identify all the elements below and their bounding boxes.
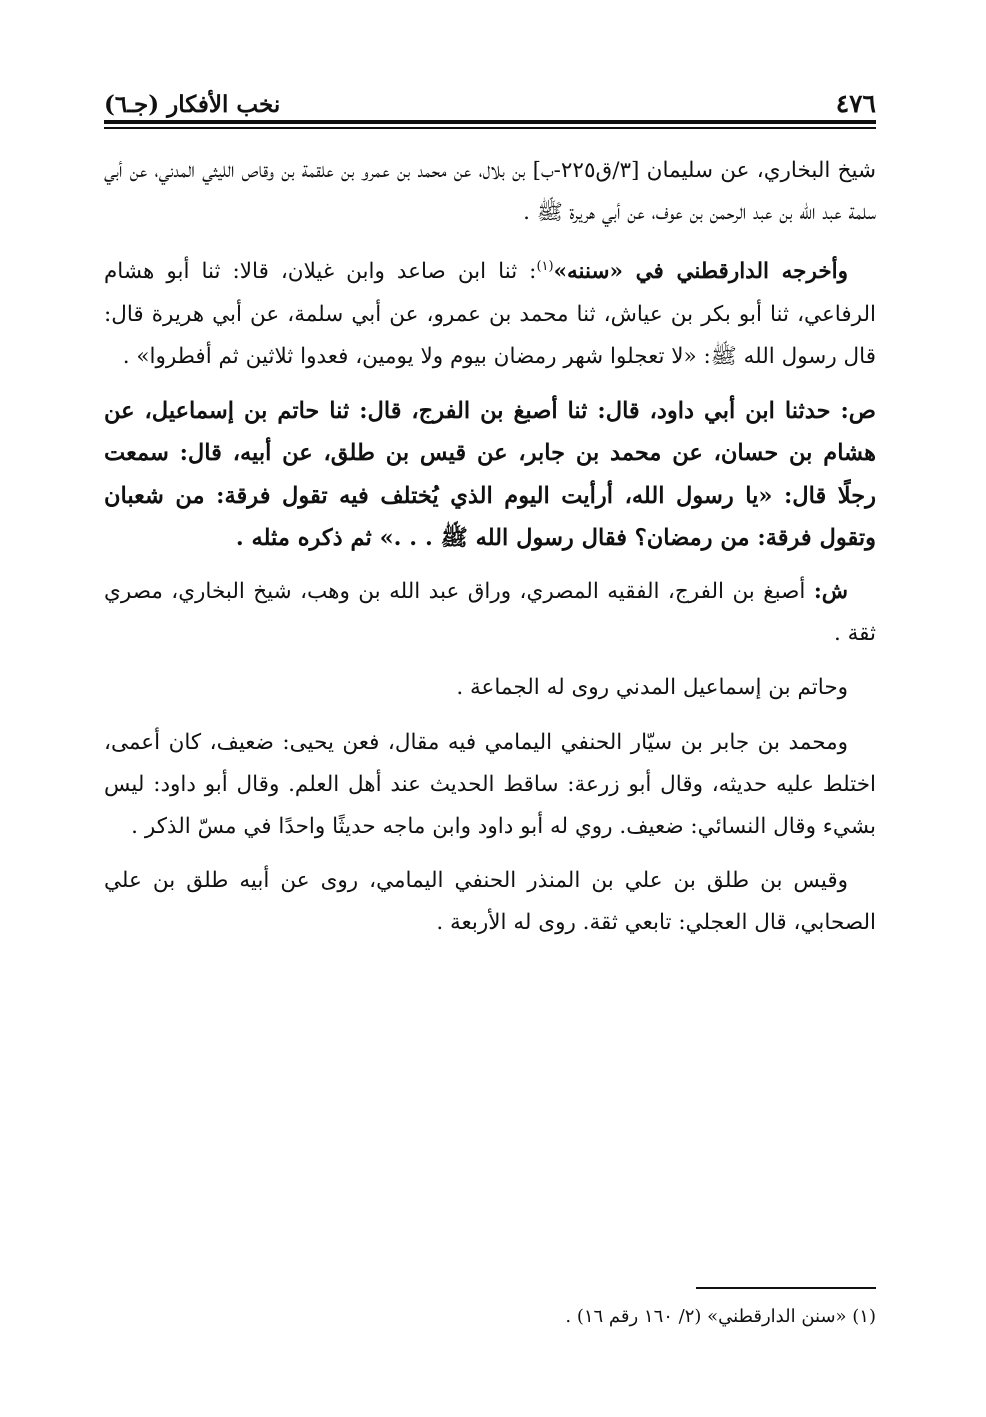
paragraph-5: وحاتم بن إسماعيل المدني روى له الجماعة . — [456, 675, 848, 701]
footnote: (١) «سنن الدارقطني» (٢/ ١٦٠ رقم ١٦) . — [565, 1306, 876, 1327]
paragraph-4 — [104, 571, 876, 655]
header-rule-thick — [104, 120, 876, 124]
running-title: نخب الأفكار (جـ٦) — [104, 91, 281, 118]
page-number: ٤٧٦ — [835, 89, 876, 118]
paragraph-1: شيخ البخاري، عن سليمان [٣/ق٢٢٥-ب] بن بلال، عن محمد بن عمرو بن علقمة بن وقاص الليثي المدني، عن أبي سلمة عبد الله بن عبد الرحمن بن عوف، عن أبي هريرة ﷺ . — [104, 158, 876, 226]
paragraph-2 — [104, 246, 876, 378]
paragraph-2-rest: : ثنا ابن صاعد وابن غيلان، قالا: ثنا أبو هشام الرفاعي، ثنا أبو بكر بن عياش، ثنا محمد بن عمرو، عن أبي سلمة، عن أبي هريرة قال: قال رسول الله ﷺ: «لا تعجلوا شهر رمضان بيوم ولا يومين، فعدوا ثلاثين ثم أفطروا» . — [104, 259, 876, 369]
paragraph-7: وقيس بن طلق بن علي بن المنذر الحنفي اليمامي، روى عن أبيه طلق بن علي الصحابي، قال العجلي: تابعي ثقة. روى له الأربعة . — [104, 868, 876, 936]
paragraph-4-rest: أصبغ بن الفرج، الفقيه المصري، وراق عبد الله بن وهب، شيخ البخاري، مصري ثقة . — [104, 578, 876, 647]
commentary-marker: ش: — [813, 578, 848, 604]
body-text — [104, 150, 876, 957]
paragraph-3-text: ص: حدثنا ابن أبي داود، قال: ثنا أصبغ بن الفرج، قال: ثنا حاتم بن إسماعيل، عن هشام بن حسان، عن محمد بن جابر، عن قيس بن طلق، عن أبيه، قال: سمعت رجلًا قال: «يا رسول الله، أرأيت اليوم الذي يُختلف فيه تقول فرقة: من شعبان وتقول فرقة: من رمضان؟ فقال رسول الله ﷺ . . .» ثم ذكره مثله . — [104, 398, 876, 551]
footnote-rule — [696, 1287, 876, 1289]
paragraph-6: ومحمد بن جابر بن سيّار الحنفي اليمامي فيه مقال، فعن يحيى: ضعيف، كان أعمى، اختلط عليه حديثه، وقال أبو زرعة: ساقط الحديث عند أهل العلم. وقال أبو داود: ليس بشيء وقال النسائي: ضعيف. روي له أبو داود وابن ماجه حديثًا واحدًا في مسّ الذكر . — [104, 729, 876, 839]
page-header — [104, 78, 876, 118]
footnote-ref: (١) — [536, 259, 554, 275]
header-rule-thin — [104, 127, 876, 129]
paragraph-2-lead: وأخرجه الدارقطني في «سننه» — [553, 259, 848, 285]
